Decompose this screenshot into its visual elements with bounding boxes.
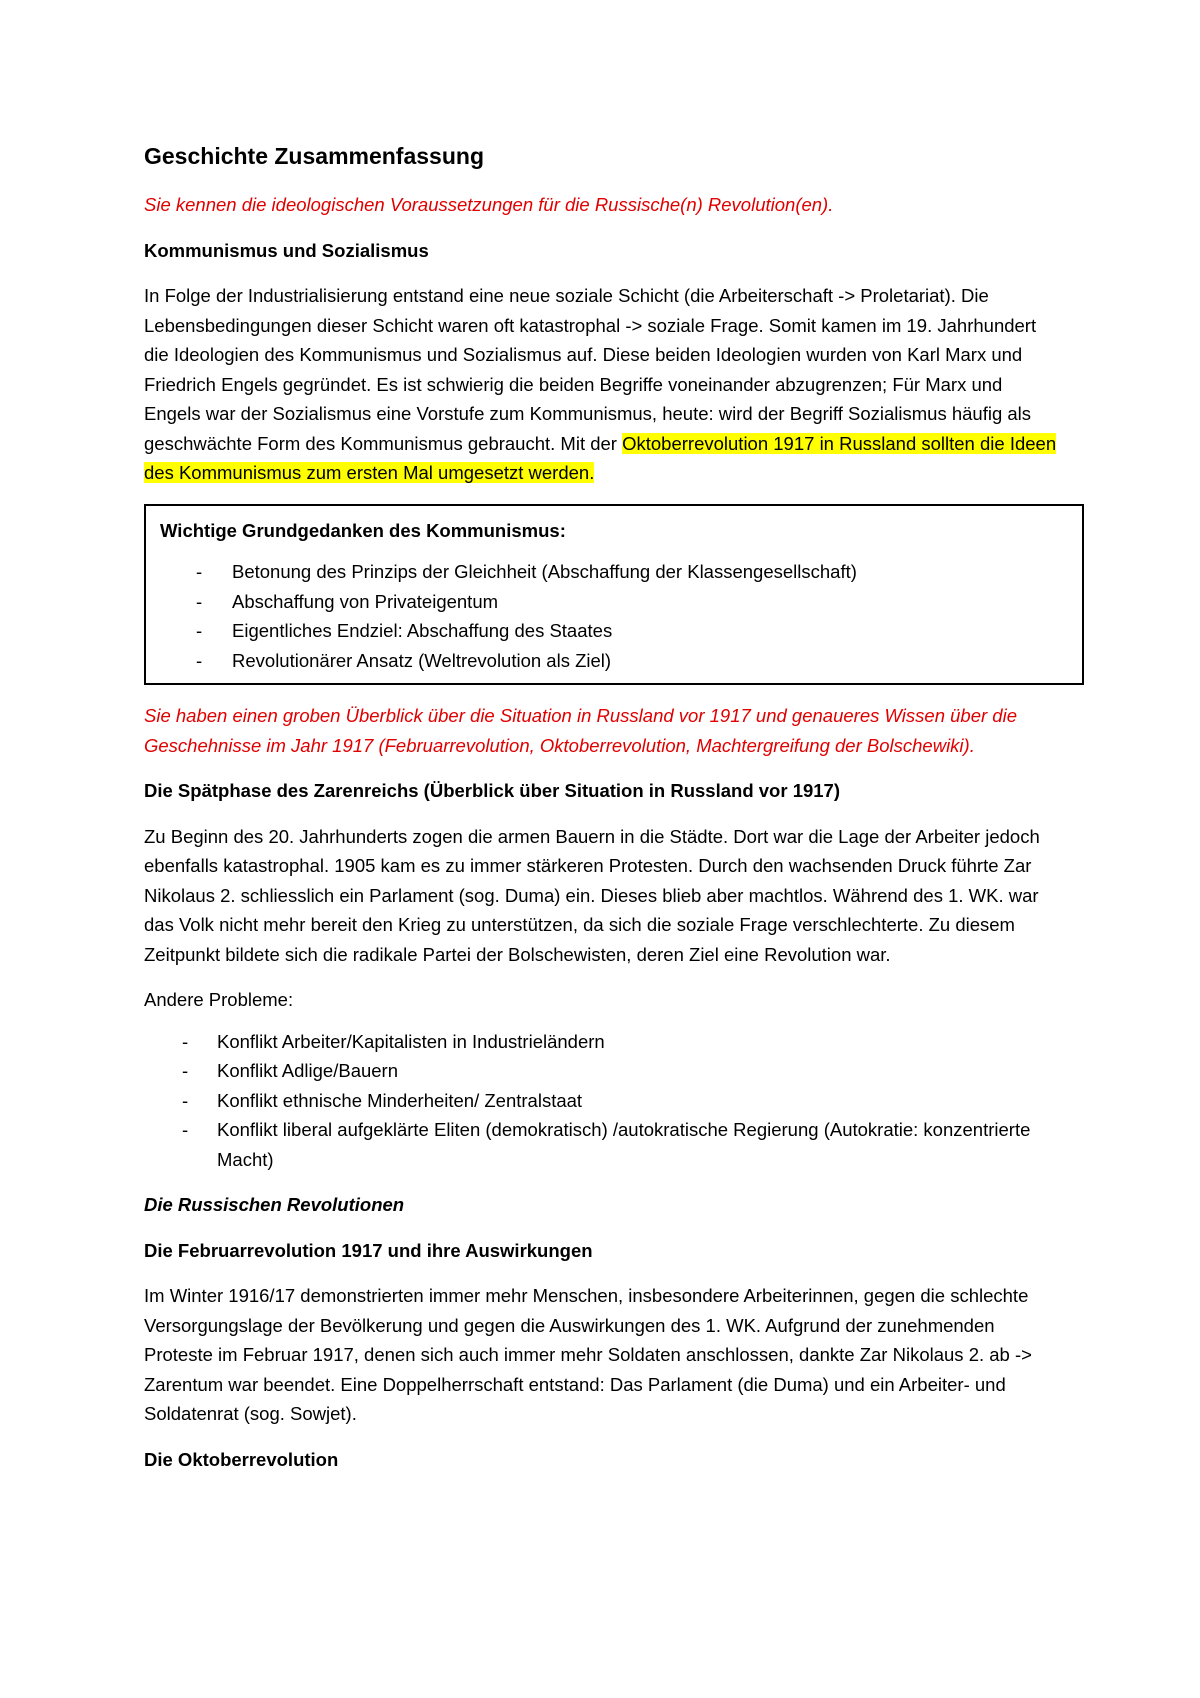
heading-oktoberrevolution: Die Oktoberrevolution [144, 1448, 339, 1470]
list-item: - Konflikt Arbeiter/Kapitalisten in Industrieländern [144, 1027, 1064, 1057]
heading-februarrevolution: Die Februarrevolution 1917 und ihre Auswirkungen [144, 1239, 593, 1261]
paragraph-zarenreich: Zu Beginn des 20. Jahrhunderts zogen die armen Bauern in die Städte. Dort war die Lage der Arbeiter jedoch ebenfalls katastrophal. 1905 kam es zu immer stärkeren Protesten. Durch den wachsenden Druck führte Zar Nikolaus 2. schliesslich ein Parlament (sog. Duma) ein. Dieses blieb aber machtlos. Während des 1. WK. war das Volk nicht mehr bereit den Krieg zu unterstützen, da sich die soziale Frage verschlechterte. Zu diesem Zeitpunkt bildete sich die radikale Partei der Bolschewisten, deren Ziel eine Revolution war. [144, 825, 1040, 965]
grundgedanken-list [160, 557, 1068, 675]
problems-label: Andere Probleme: [144, 989, 294, 1010]
list-item: - Konflikt ethnische Minderheiten/ Zentralstaat [144, 1086, 1064, 1116]
list-item: - Konflikt Adlige/Bauern [144, 1056, 1064, 1086]
highlighted-text: Oktoberrevolution 1917 in Russland sollten die Ideen des Kommunismus zum ersten Mal umgesetzt werden. [144, 432, 1057, 483]
list-item: - Abschaffung von Privateigentum [160, 587, 1068, 617]
heading-spaetphase-zarenreich: Die Spätphase des Zarenreichs (Überblick über Situation in Russland vor 1917) [144, 780, 841, 801]
paragraph-februarrevolution: Im Winter 1916/17 demonstrierten immer mehr Menschen, insbesondere Arbeiterinnen, gegen die schlechte Versorgungslage der Bevölkerung und gegen die Auswirkungen des 1. WK. Aufgrund der zunehmenden Proteste im Februar 1917, denen sich auch immer mehr Soldaten anschlossen, dankte Zar Nikolaus 2. ab -> Zarentum war beendet. Eine Doppelherrschaft entstand: Das Parlament (die Duma) und ein Arbeiter- und Soldatenrat (sog. Sowjet). [144, 1285, 1032, 1424]
list-item: - Revolutionärer Ansatz (Weltrevolution als Ziel) [160, 646, 1068, 676]
paragraph-kommunismus-text: In Folge der Industrialisierung entstand eine neue soziale Schicht (die Arbeiterschaft -> Proletariat). Die Lebensbedingungen dieser Schicht waren oft katastrophal -> soziale Frage. Somit kamen im 19. Jahrhundert die Ideologien des Kommunismus und Sozialismus auf. Diese beiden Ideologien wurden von Karl Marx und Friedrich Engels gegründet. Es ist schwierig die beiden Begriffe voneinander abzugrenzen; Für Marx und Engels war der Sozialismus eine Vorstufe zum Kommunismus, heute: wird der Begriff Sozialismus häufig als geschwächte Form des Kommunismus gebraucht. Mit der [144, 285, 1037, 454]
learning-objective-2: Sie haben einen groben Überblick über die Situation in Russland vor 1917 und genaueres Wissen über die Geschehnisse im Jahr 1917 (Februarrevolution, Oktoberrevolution, Machtergreifung der Bolschewiki). [144, 705, 1017, 756]
document-title: Geschichte Zusammenfassung [144, 143, 484, 169]
heading-kommunismus-sozialismus: Kommunismus und Sozialismus [144, 239, 429, 261]
list-item: - Konflikt liberal aufgeklärte Eliten (demokratisch) /autokratische Regierung (Autokratie: konzentrierte Macht) [144, 1115, 1064, 1174]
info-box-grundgedanken [144, 504, 1084, 686]
paragraph-kommunismus [144, 281, 1064, 488]
heading-russische-revolutionen: Die Russischen Revolutionen [144, 1194, 405, 1215]
list-item: - Eigentliches Endziel: Abschaffung des Staates [160, 616, 1068, 646]
info-box-title: Wichtige Grundgedanken des Kommunismus: [160, 519, 566, 541]
list-item: - Betonung des Prinzips der Gleichheit (Abschaffung der Klassengesellschaft) [160, 557, 1068, 587]
learning-objective-1: Sie kennen die ideologischen Voraussetzungen für die Russische(n) Revolution(en). [144, 194, 834, 215]
document-page [144, 140, 1064, 1490]
problems-list [144, 1027, 1064, 1175]
